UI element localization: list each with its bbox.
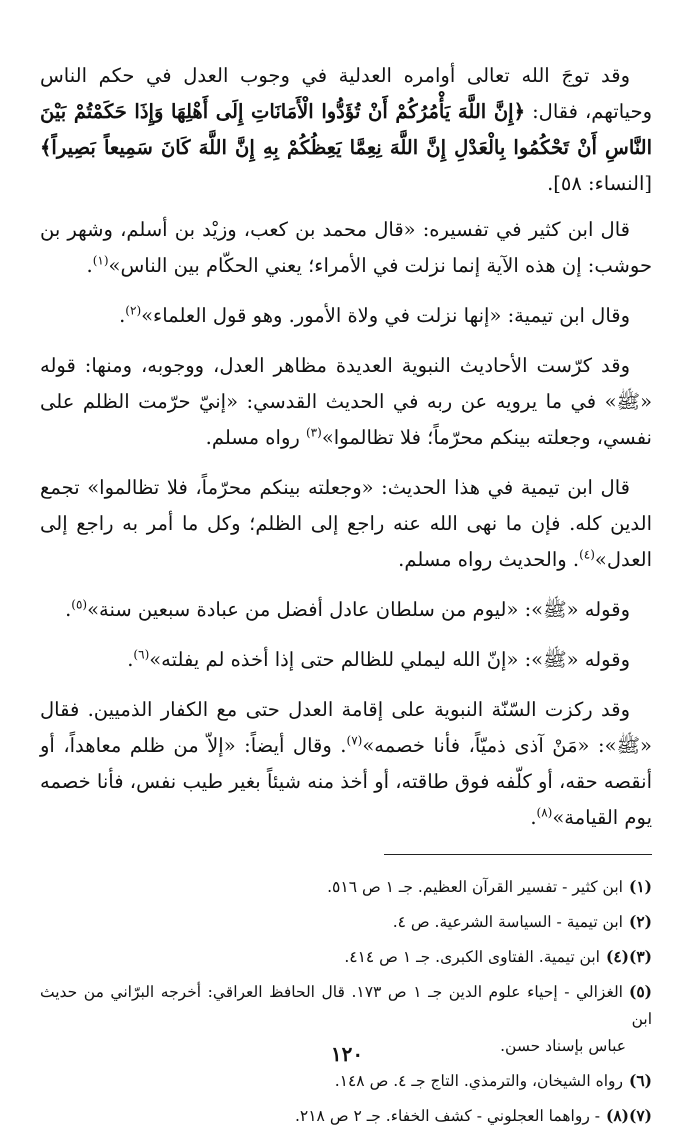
- footnote-number: (٧)(٨): [605, 1106, 652, 1125]
- paragraph-3-end: .: [119, 304, 126, 327]
- footnote-continuation: عباس بإسناد حسن.: [500, 1037, 626, 1055]
- footnote-2: [40, 908, 652, 936]
- paragraph-1-intro: وقد توجَ الله تعالى أوامره العدلية في وجوب العدل في حكم الناس وحياتهم، فقال:: [40, 64, 653, 123]
- footnote-ref-2[interactable]: (٢): [125, 303, 142, 318]
- paragraph-5-text: قال ابن تيمية في هذا الحديث: «وجعلته بينكم محرّماً، فلا تظالموا» تجمع الدين كله. فإن ما نهى الله عنه راجع إلى الظلم؛ وكل ما أمر به راجع إلى العدل»: [40, 476, 652, 571]
- footnote-ref-3[interactable]: (٣): [305, 425, 322, 440]
- footnote-number: (٦): [628, 1071, 652, 1090]
- footnote-7-8: [40, 1102, 652, 1130]
- paragraph-7-end: .: [127, 648, 134, 671]
- paragraph-7: [40, 642, 652, 678]
- footnote-text: - رواهما العجلوني - كشف الخفاء. جـ ٢ ص ٢١٨.: [294, 1107, 600, 1125]
- paragraph-4-end: رواه مسلم.: [205, 426, 306, 449]
- paragraph-8-end: .: [530, 806, 537, 829]
- footnote-text: ابن تيمية - السياسة الشرعية. ص ٤.: [392, 913, 623, 931]
- paragraph-5-end: . والحديث رواه مسلم.: [398, 548, 580, 571]
- paragraph-6-end: .: [65, 598, 72, 621]
- footnote-ref-6[interactable]: (٦): [133, 647, 150, 662]
- paragraph-6-text: وقوله «ﷺ»: «ليوم من سلطان عادل أفضل من عبادة سبعين سنة»: [87, 598, 630, 621]
- footnote-text: ابن تيمية. الفتاوى الكبرى. جـ ١ ص ٤١٤.: [344, 948, 600, 966]
- paragraph-3: [40, 298, 652, 334]
- footnote-3-4: [40, 943, 652, 971]
- paragraph-8-text: وقد ركزت السّنّة النبوية على إقامة العدل حتى مع الكفار الذميين. فقال «ﷺ»: «مَنْ آذى ذميّاً، فأنا خصمه»: [40, 698, 652, 757]
- footnote-divider: [384, 854, 652, 855]
- footnote-number: (١): [628, 877, 652, 896]
- quran-verse: ﴿إِنَّ اللَّهَ يَأْمُرُكُمْ أَنْ تُؤَدُّوا الْأَمَانَاتِ إِلَى أَهْلِهَا وَإِذَا حَكَمْتُمْ بَيْنَ النَّاسِ أَنْ تَحْكُمُوا بِالْعَدْلِ إِنَّ اللَّهَ نِعِمَّا يَعِظُكُمْ بِهِ إِنَّ اللَّهَ كَانَ سَمِيعاً بَصِيراً﴾: [40, 100, 652, 159]
- footnote-ref-1[interactable]: (١): [92, 253, 109, 268]
- paragraph-2-end: .: [86, 254, 93, 277]
- footnote-number: (٣)(٤): [605, 947, 652, 966]
- footnote-ref-7[interactable]: (٧): [346, 733, 363, 748]
- footnote-text: ابن كثير - تفسير القرآن العظيم. جـ ١ ص ٥١٦.: [327, 878, 623, 896]
- footnote-ref-8[interactable]: (٨): [536, 805, 553, 820]
- paragraph-2-text: قال ابن كثير في تفسيره: «قال محمد بن كعب، وزيْد بن أسلم، وشهر بن حوشب: إن هذه الآية إنما نزلت في الأمراء؛ يعني الحكّام بين الناس»: [40, 218, 652, 277]
- footnotes-section: [40, 873, 652, 1130]
- verse-reference: [النساء: ٥٨].: [547, 172, 652, 195]
- paragraph-3-text: وقال ابن تيمية: «إنها نزلت في ولاة الأمور. وهو قول العلماء»: [141, 304, 630, 327]
- paragraph-1: [40, 58, 652, 202]
- footnote-text: الغزالي - إحياء علوم الدين جـ ١ ص ١٧٣. قال الحافظ العراقي: أخرجه البرّاني من حديث ابن: [40, 983, 652, 1028]
- paragraph-5: [40, 470, 652, 578]
- paragraph-4-text: وقد كرّست الأحاديث النبوية العديدة مظاهر العدل، ووجوبه، ومنها: قوله «ﷺ» في ما يرويه عن ربه في الحديث القدسي: «إنيّ حرّمت الظلم على نفسي، وجعلته بينكم محرّماً؛ فلا تظالموا»: [40, 354, 652, 449]
- page-number: ١٢٠: [330, 1042, 364, 1066]
- paragraph-2: [40, 212, 652, 284]
- footnote-number: (٥): [628, 982, 652, 1001]
- footnote-ref-4[interactable]: (٤): [579, 547, 595, 562]
- footnote-ref-5[interactable]: (٥): [71, 597, 88, 612]
- paragraph-7-text: وقوله «ﷺ»: «إنّ الله ليملي للظالم حتى إذا أخذه لم يفلته»: [149, 648, 630, 671]
- paragraph-6: [40, 592, 652, 628]
- footnote-text: رواه الشيخان، والترمذي. التاج جـ ٤. ص ١٤٨.: [334, 1072, 623, 1090]
- footnote-1: [40, 873, 652, 901]
- paragraph-4: [40, 348, 652, 456]
- footnote-6: [40, 1067, 652, 1095]
- paragraph-8-middle: . وقال أيضاً: «إلاّ من ظلم معاهداً، أو أنقصه حقه، أو كلّفه فوق طاقته، أو أخذ منه شيئاً بغير طيب نفس، فأنا خصمه يوم القيامة»: [40, 734, 652, 829]
- paragraph-8: [40, 692, 652, 836]
- footnote-number: (٢): [628, 912, 652, 931]
